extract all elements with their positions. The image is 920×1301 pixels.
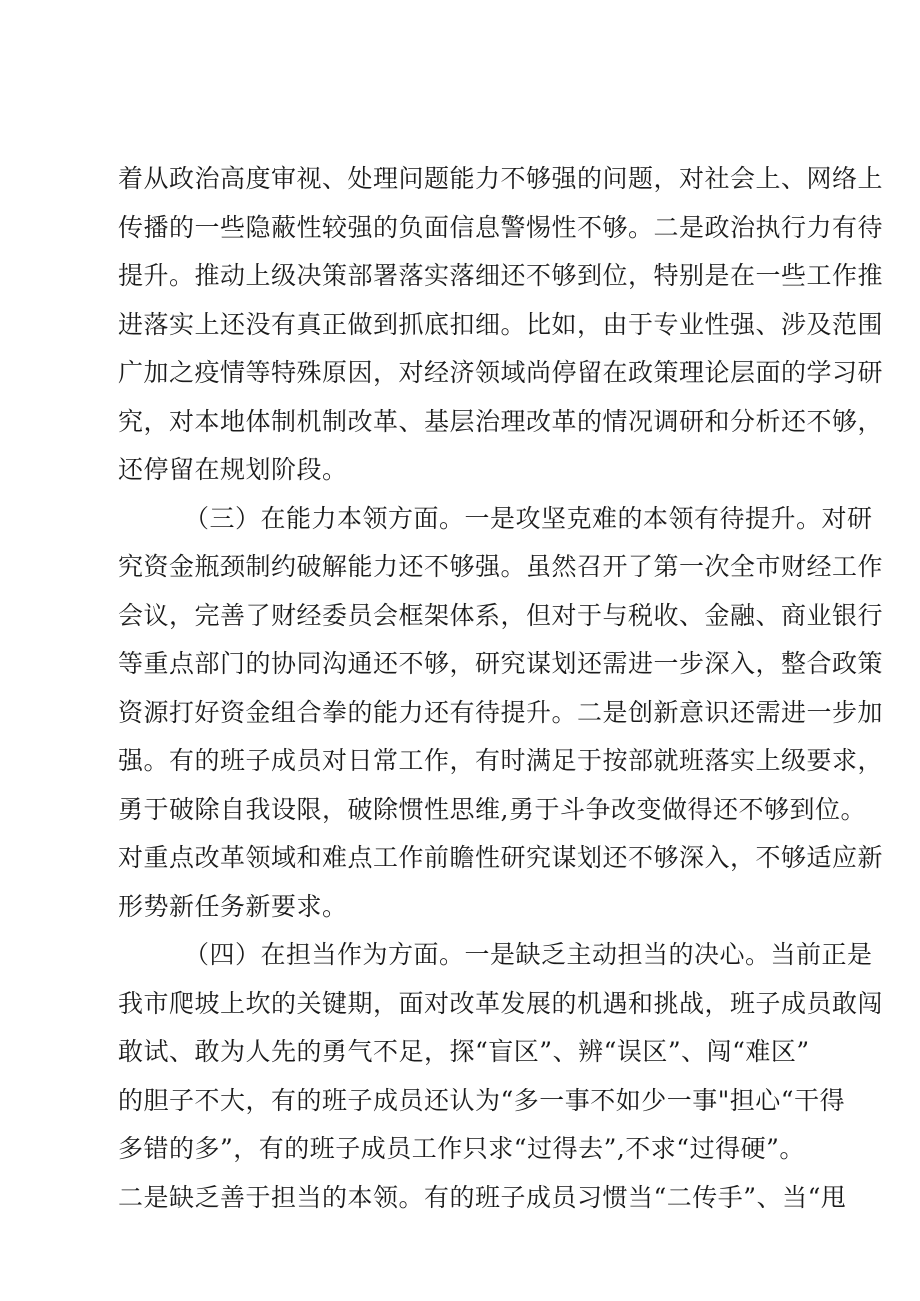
text-line: 二是缺乏善于担当的本领。有的班子成员习惯当“二传手”、当“甩	[118, 1182, 847, 1212]
text-line: 广加之疫情等特殊原因，对经济领域尚停留在政策理论层面的学习研	[118, 358, 884, 387]
text-line: 究资金瓶颈制约破解能力还不够强。虽然召开了第一次全市财经工作	[118, 552, 884, 581]
text-line: 强。有的班子成员对日常工作，有时满足于按部就班落实上级要求，	[118, 746, 884, 775]
text-line: 究，对本地体制机制改革、基层治理改革的情况调研和分析还不够，	[118, 406, 884, 436]
text-line: 进落实上还没有真正做到抓底扣细。比如，由于专业性强、涉及范围	[118, 309, 884, 339]
text-line: 还停留在规划阶段。	[118, 455, 348, 484]
text-line: 着从政治高度审视、处理问题能力不够强的问题，对社会上、网络上	[118, 164, 884, 193]
section-heading-line: （三）在能力本领方面。一是攻坚克难的本领有待提升。对研	[184, 503, 873, 533]
text-line: 的胆子不大，有的班子成员还认为“多一事不如少一事"担心“干得	[118, 1085, 846, 1115]
text-line: 勇于破除自我设限，破除惯性思维,勇于斗争改变做得还不够到位。	[118, 794, 866, 824]
text-line: 对重点改革领域和难点工作前瞻性研究谋划还不够深入，不够适应新	[118, 843, 884, 872]
text-line: 资源打好资金组合拳的能力还有待提升。二是创新意识还需进一步加	[118, 697, 884, 727]
text-line: 提升。推动上级决策部署落实落细还不够到位，特别是在一些工作推	[118, 261, 884, 290]
text-line: 我市爬坡上坎的关键期，面对改革发展的机遇和挑战，班子成员敢闯	[118, 988, 884, 1018]
section-heading-line: （四）在担当作为方面。一是缺乏主动担当的决心。当前正是	[184, 940, 873, 969]
text-line: 传播的一些隐蔽性较强的负面信息警惕性不够。二是政治执行力有待	[118, 212, 884, 242]
text-line: 多错的多”，有的班子成员工作只求“过得去”,不求“过得硬”。	[118, 1134, 805, 1163]
text-line: 等重点部门的协同沟通还不够，研究谋划还需进一步深入，整合政策	[118, 649, 884, 678]
text-line: 会议，完善了财经委员会框架体系，但对于与税收、金融、商业银行	[118, 600, 884, 630]
text-line: 形势新任务新要求。	[118, 891, 348, 921]
document-body	[118, 155, 884, 1222]
text-line: 敢试、敢为人先的勇气不足，探“盲区”、辨“误区”、闯“难区”	[118, 1037, 810, 1066]
